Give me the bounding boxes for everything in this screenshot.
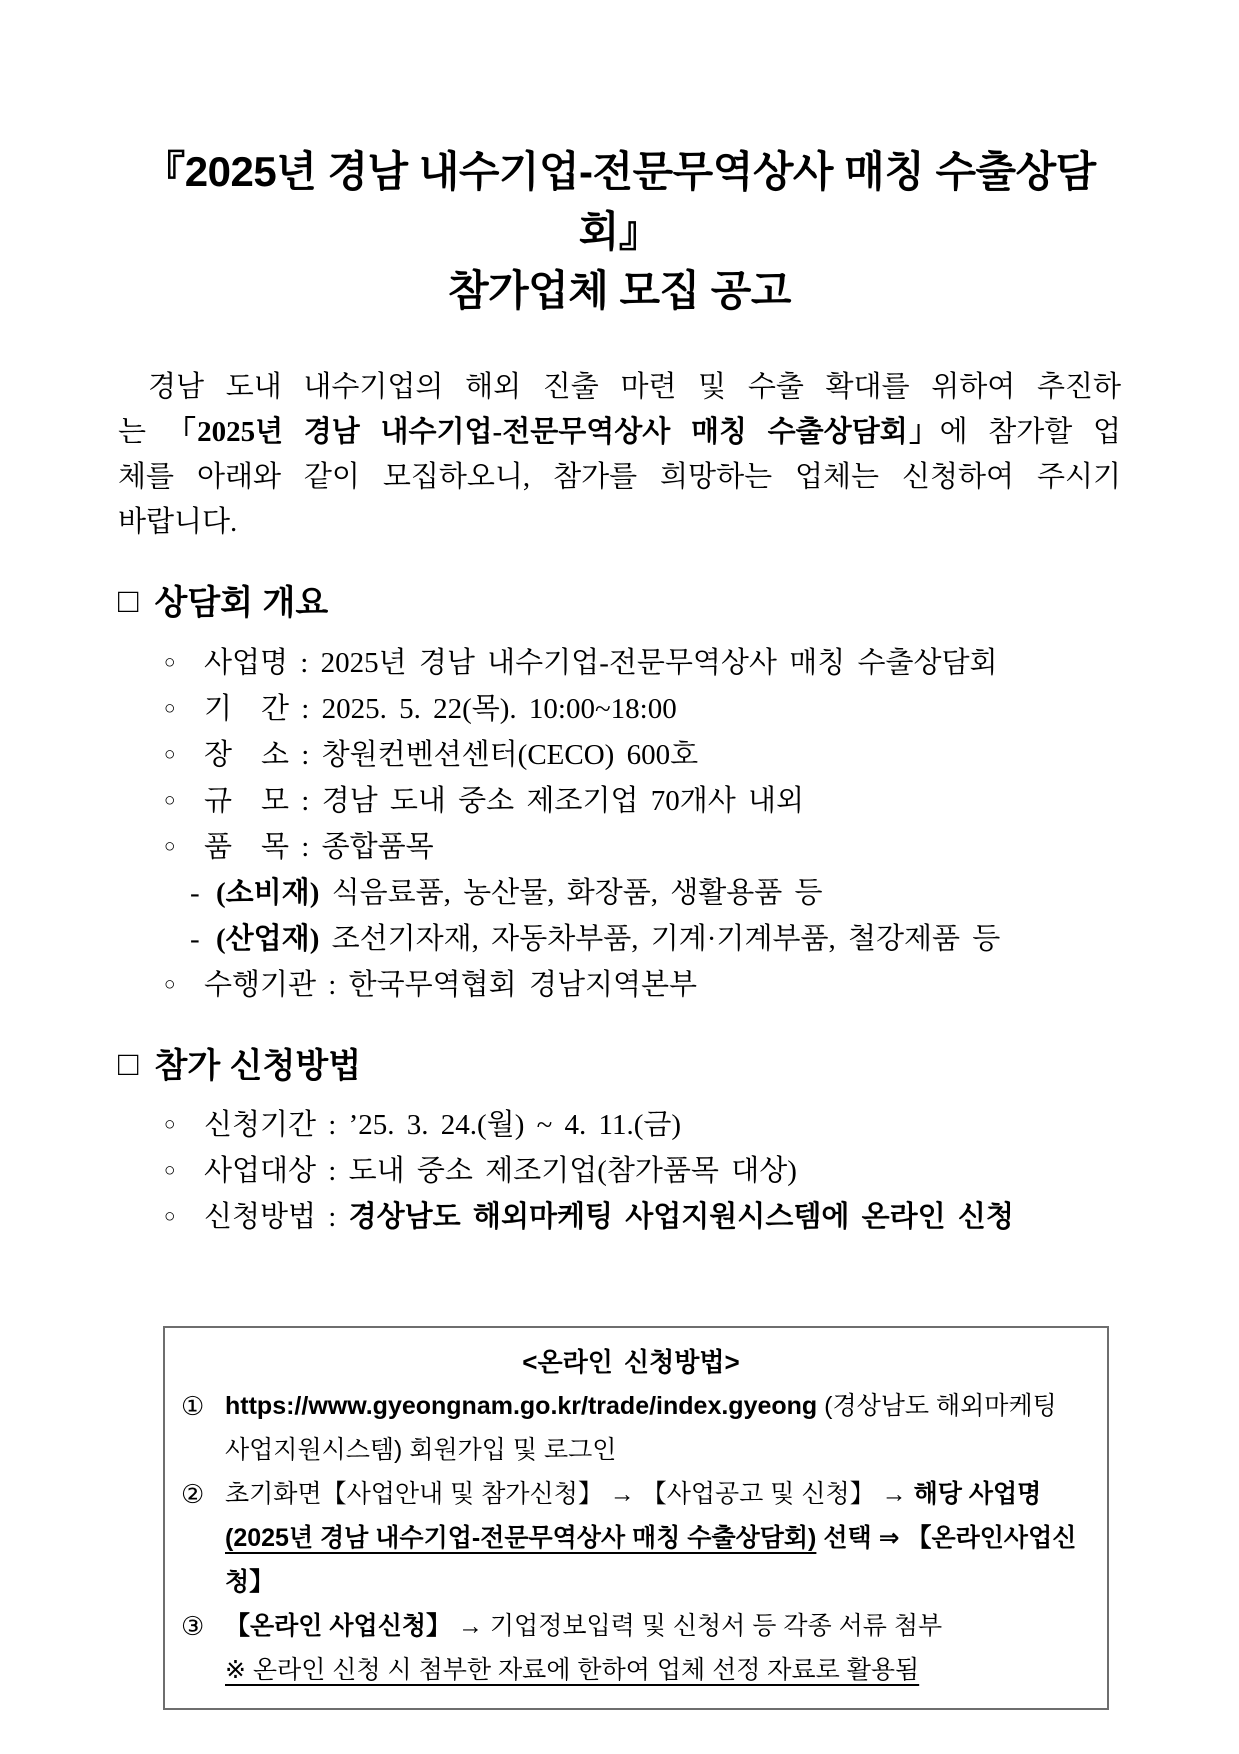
list-item-text: 신청방법 : 경상남도 해외마케팅 사업지원시스템에 온라인 신청: [204, 1201, 1014, 1234]
dash-bullet-icon: -: [190, 876, 200, 909]
list-subitem: [118, 916, 1121, 962]
section-application: [118, 1046, 1121, 1241]
document-title-line2: 참가업체 모집 공고: [448, 267, 791, 315]
circle-bullet-icon: ○: [164, 1206, 176, 1228]
section-application-header: [118, 1046, 1121, 1087]
box-note: ※ 온라인 신청 시 첨부한 자료에 한하여 업체 선정 자료로 활용됨: [225, 1656, 920, 1685]
list-item-text: 규 모 : 경남 도내 중소 제조기업 70개사 내외: [204, 784, 805, 817]
list-item: [118, 1148, 1121, 1194]
box-step: [181, 1472, 1081, 1604]
document-title-line1: 『2025년 경남 내수기업-전문무역상사 매칭 수출상담회』: [143, 148, 1096, 255]
circled-number-1-icon: ①: [181, 1391, 205, 1422]
list-subitem: [118, 870, 1121, 916]
list-item-text: 기 간 : 2025. 5. 22(목). 10:00~18:00: [204, 692, 677, 725]
list-item: [118, 732, 1121, 778]
list-item-text: 사업명 : 2025년 경남 내수기업-전문무역상사 매칭 수출상담회: [204, 646, 998, 679]
list-item-text: 장 소 : 창원컨벤션센터(CECO) 600호: [204, 738, 699, 771]
list-item: [118, 686, 1121, 732]
circle-bullet-icon: ○: [164, 697, 176, 719]
box-step-text: 【온라인 사업신청】 → 기업정보입력 및 신청서 등 각종 서류 첨부: [225, 1612, 943, 1641]
dash-bullet-icon: -: [190, 922, 200, 955]
application-list: [118, 1102, 1121, 1240]
document-title: [118, 142, 1121, 321]
list-item-text: 신청기간 : ’25. 3. 24.(월) ~ 4. 11.(금): [204, 1109, 682, 1142]
circle-bullet-icon: ○: [164, 789, 176, 811]
circle-bullet-icon: ○: [164, 1160, 176, 1182]
circled-number-3-icon: ③: [181, 1611, 205, 1642]
list-item-text: 수행기관 : 한국무역협회 경남지역본부: [204, 968, 698, 1001]
overview-list: [118, 640, 1121, 1008]
online-application-box: [163, 1326, 1109, 1710]
circle-bullet-icon: ○: [164, 973, 176, 995]
circle-bullet-icon: ○: [164, 651, 176, 673]
list-item-text: 사업대상 : 도내 중소 제조기업(참가품목 대상): [204, 1155, 797, 1188]
section-overview-title: 상담회 개요: [154, 583, 329, 622]
box-step-text: https://www.gyeongnam.go.kr/trade/index.gyeong (경상남도 해외마케팅 사업지원시스템) 회원가입 및 로그인: [225, 1392, 1057, 1465]
box-step-text: 초기화면【사업안내 및 참가신청】 → 【사업공고 및 신청】 → 해당 사업명(2025년 경남 내수기업-전문무역상사 매칭 수출상담회) 선택 ⇒ 【온라인사업신청】: [225, 1480, 1077, 1597]
circled-number-2-icon: ②: [181, 1479, 205, 1510]
section-application-title: 참가 신청방법: [154, 1046, 362, 1085]
box-step: [181, 1384, 1081, 1472]
square-bullet-icon: □: [118, 1045, 139, 1084]
list-item: [118, 962, 1121, 1008]
intro-paragraph: 경남 도내 내수기업의 해외 진출 마련 및 수출 확대를 위하여 추진하는 「2025년 경남 내수기업-전문무역상사 매칭 수출상담회」에 참가할 업체를 아래와 같이 모집하오니, 참가를 희망하는 업체는 신청하여 주시기 바랍니다.: [118, 370, 1121, 538]
box-step: [181, 1604, 1081, 1648]
section-overview: [118, 583, 1121, 1008]
list-item-text: (산업재) 조선기자재, 자동차부품, 기계·기계부품, 철강제품 등: [216, 922, 1001, 955]
list-item: [118, 778, 1121, 824]
section-overview-header: [118, 583, 1121, 624]
list-item: [118, 824, 1121, 870]
circle-bullet-icon: ○: [164, 835, 176, 857]
circle-bullet-icon: ○: [164, 1114, 176, 1136]
box-title: <온라인 신청방법>: [522, 1347, 740, 1378]
list-item: [118, 640, 1121, 686]
list-item-text: 품 목 : 종합품목: [204, 830, 434, 863]
circle-bullet-icon: ○: [164, 743, 176, 765]
square-bullet-icon: □: [118, 582, 139, 621]
list-item-text: (소비재) 식음료품, 농산물, 화장품, 생활용품 등: [216, 876, 823, 909]
list-item: [118, 1102, 1121, 1148]
list-item: [118, 1194, 1121, 1240]
